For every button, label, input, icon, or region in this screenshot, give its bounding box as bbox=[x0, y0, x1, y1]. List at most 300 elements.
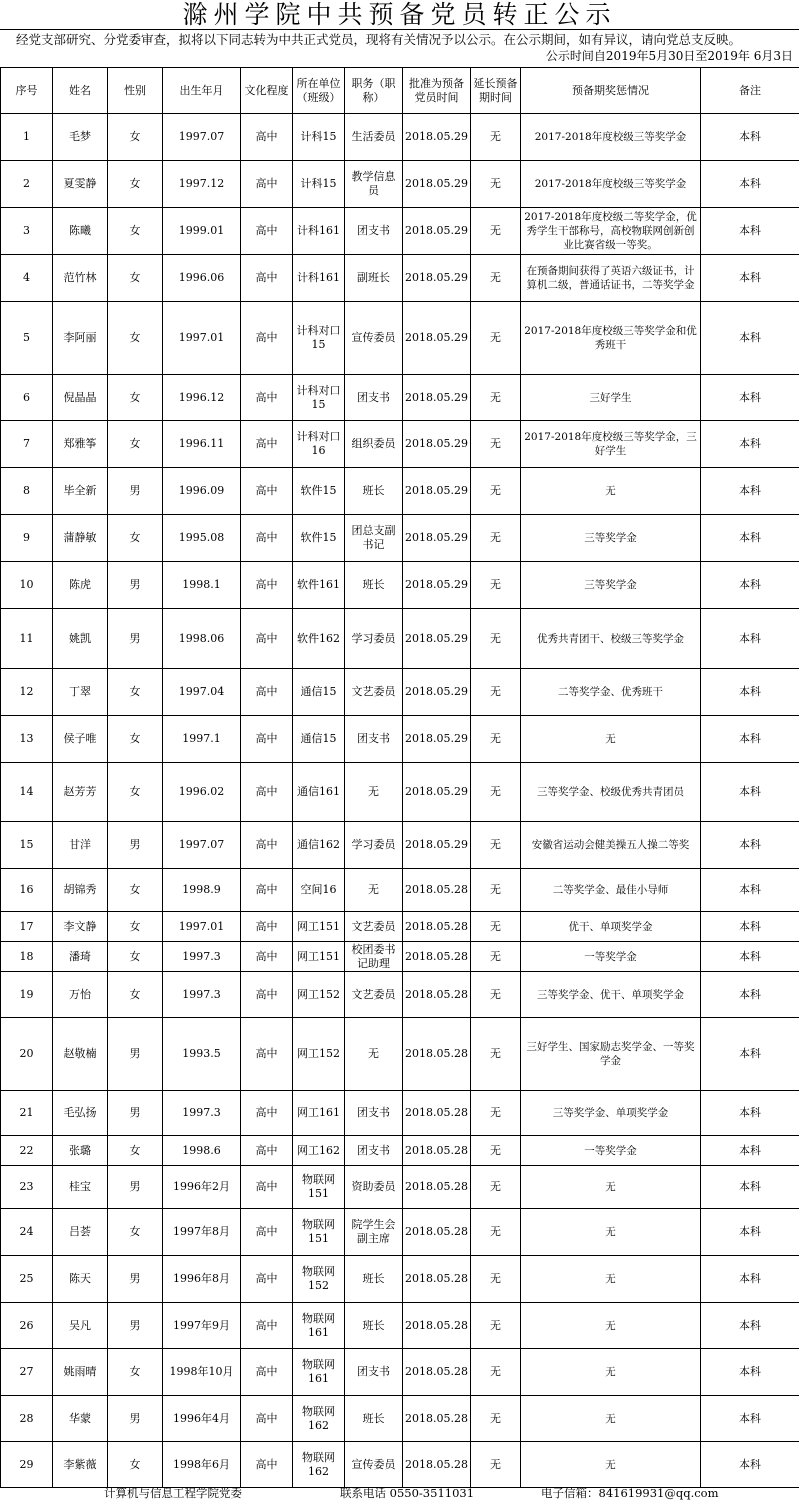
position-cell: 团支书 bbox=[345, 1349, 403, 1396]
table-row bbox=[1, 208, 799, 255]
education-cell: 高中 bbox=[241, 869, 293, 912]
column-header: 职务（职称） bbox=[345, 68, 403, 114]
rewards-cell: 无 bbox=[521, 1166, 701, 1209]
approval-date-cell: 2018.05.29 bbox=[403, 562, 471, 609]
position-cell: 团支书 bbox=[345, 716, 403, 763]
approval-date-cell: 2018.05.28 bbox=[403, 1209, 471, 1256]
birth-cell: 1996.12 bbox=[163, 375, 241, 421]
remark-cell: 本科 bbox=[701, 942, 799, 972]
education-cell: 高中 bbox=[241, 1303, 293, 1349]
birth-cell: 1996.02 bbox=[163, 763, 241, 822]
table-row bbox=[1, 1018, 799, 1091]
education-cell: 高中 bbox=[241, 609, 293, 669]
table-row bbox=[1, 716, 799, 763]
approval-date-cell: 2018.05.29 bbox=[403, 421, 471, 468]
rewards-cell: 优干、单项奖学金 bbox=[521, 912, 701, 942]
education-cell: 高中 bbox=[241, 421, 293, 468]
gender-cell: 女 bbox=[108, 421, 163, 468]
remark-cell: 本科 bbox=[701, 1166, 799, 1209]
remark-cell: 本科 bbox=[701, 1256, 799, 1303]
position-cell: 院学生会副主席 bbox=[345, 1209, 403, 1256]
gender-cell: 男 bbox=[108, 1166, 163, 1209]
name-cell: 赵芳芳 bbox=[53, 763, 108, 822]
name-cell: 赵敬楠 bbox=[53, 1018, 108, 1091]
approval-date-cell: 2018.05.29 bbox=[403, 161, 471, 208]
extension-cell: 无 bbox=[471, 716, 521, 763]
column-header: 延长预备期时间 bbox=[471, 68, 521, 114]
table-row bbox=[1, 562, 799, 609]
unit-cell: 计科15 bbox=[293, 161, 345, 208]
name-cell: 桂宝 bbox=[53, 1166, 108, 1209]
seq-cell: 16 bbox=[1, 869, 53, 912]
birth-cell: 1997.1 bbox=[163, 716, 241, 763]
column-header: 性别 bbox=[108, 68, 163, 114]
education-cell: 高中 bbox=[241, 822, 293, 869]
approval-date-cell: 2018.05.28 bbox=[403, 1349, 471, 1396]
table-row bbox=[1, 302, 799, 375]
birth-cell: 1995.08 bbox=[163, 515, 241, 562]
rewards-cell: 无 bbox=[521, 1209, 701, 1256]
footer bbox=[0, 1486, 799, 1501]
approval-date-cell: 2018.05.28 bbox=[403, 972, 471, 1018]
gender-cell: 女 bbox=[108, 255, 163, 302]
seq-cell: 26 bbox=[1, 1303, 53, 1349]
extension-cell: 无 bbox=[471, 208, 521, 255]
extension-cell: 无 bbox=[471, 515, 521, 562]
gender-cell: 女 bbox=[108, 1136, 163, 1166]
seq-cell: 11 bbox=[1, 609, 53, 669]
remark-cell: 本科 bbox=[701, 1091, 799, 1136]
name-cell: 夏雯静 bbox=[53, 161, 108, 208]
rewards-cell: 二等奖学金、优秀班干 bbox=[521, 669, 701, 716]
table-row bbox=[1, 161, 799, 208]
unit-cell: 网工162 bbox=[293, 1136, 345, 1166]
seq-cell: 8 bbox=[1, 468, 53, 515]
remark-cell: 本科 bbox=[701, 1209, 799, 1256]
column-header: 序号 bbox=[1, 68, 53, 114]
name-cell: 陈天 bbox=[53, 1256, 108, 1303]
extension-cell: 无 bbox=[471, 1396, 521, 1442]
table-row bbox=[1, 468, 799, 515]
remark-cell: 本科 bbox=[701, 1396, 799, 1442]
table-row bbox=[1, 912, 799, 942]
education-cell: 高中 bbox=[241, 562, 293, 609]
name-cell: 胡锦秀 bbox=[53, 869, 108, 912]
footer-phone: 联系电话 0550-3511031 bbox=[340, 1486, 475, 1500]
gender-cell: 男 bbox=[108, 1091, 163, 1136]
approval-date-cell: 2018.05.29 bbox=[403, 114, 471, 161]
unit-cell: 软件15 bbox=[293, 468, 345, 515]
unit-cell: 物联网161 bbox=[293, 1349, 345, 1396]
gender-cell: 女 bbox=[108, 912, 163, 942]
education-cell: 高中 bbox=[241, 1349, 293, 1396]
position-cell: 班长 bbox=[345, 1256, 403, 1303]
approval-date-cell: 2018.05.28 bbox=[403, 942, 471, 972]
unit-cell: 计科15 bbox=[293, 114, 345, 161]
seq-cell: 29 bbox=[1, 1442, 53, 1488]
seq-cell: 25 bbox=[1, 1256, 53, 1303]
rewards-cell: 一等奖学金 bbox=[521, 942, 701, 972]
approval-date-cell: 2018.05.29 bbox=[403, 515, 471, 562]
birth-cell: 1998年10月 bbox=[163, 1349, 241, 1396]
unit-cell: 空间16 bbox=[293, 869, 345, 912]
name-cell: 姚雨晴 bbox=[53, 1349, 108, 1396]
seq-cell: 23 bbox=[1, 1166, 53, 1209]
approval-date-cell: 2018.05.29 bbox=[403, 822, 471, 869]
gender-cell: 女 bbox=[108, 1209, 163, 1256]
remark-cell: 本科 bbox=[701, 716, 799, 763]
table-row bbox=[1, 255, 799, 302]
table-row bbox=[1, 1166, 799, 1209]
rewards-cell: 2017-2018年度校级三等奖学金，三好学生 bbox=[521, 421, 701, 468]
education-cell: 高中 bbox=[241, 912, 293, 942]
birth-cell: 1997年9月 bbox=[163, 1303, 241, 1349]
birth-cell: 1998.1 bbox=[163, 562, 241, 609]
name-cell: 毕全新 bbox=[53, 468, 108, 515]
education-cell: 高中 bbox=[241, 716, 293, 763]
table-row bbox=[1, 609, 799, 669]
position-cell: 文艺委员 bbox=[345, 912, 403, 942]
extension-cell: 无 bbox=[471, 869, 521, 912]
rewards-cell: 三好学生 bbox=[521, 375, 701, 421]
approval-date-cell: 2018.05.28 bbox=[403, 1091, 471, 1136]
approval-date-cell: 2018.05.29 bbox=[403, 375, 471, 421]
name-cell: 郑雅筝 bbox=[53, 421, 108, 468]
extension-cell: 无 bbox=[471, 1018, 521, 1091]
name-cell: 华蒙 bbox=[53, 1396, 108, 1442]
extension-cell: 无 bbox=[471, 763, 521, 822]
gender-cell: 女 bbox=[108, 114, 163, 161]
name-cell: 潘琦 bbox=[53, 942, 108, 972]
seq-cell: 17 bbox=[1, 912, 53, 942]
gender-cell: 女 bbox=[108, 669, 163, 716]
name-cell: 毛弘扬 bbox=[53, 1091, 108, 1136]
seq-cell: 9 bbox=[1, 515, 53, 562]
unit-cell: 网工151 bbox=[293, 912, 345, 942]
position-cell: 宣传委员 bbox=[345, 302, 403, 375]
gender-cell: 男 bbox=[108, 1256, 163, 1303]
education-cell: 高中 bbox=[241, 1136, 293, 1166]
unit-cell: 物联网162 bbox=[293, 1396, 345, 1442]
rewards-cell: 在预备期间获得了英语六级证书，计算机二级，普通话证书，二等奖学金 bbox=[521, 255, 701, 302]
name-cell: 倪晶晶 bbox=[53, 375, 108, 421]
remark-cell: 本科 bbox=[701, 822, 799, 869]
remark-cell: 本科 bbox=[701, 375, 799, 421]
unit-cell: 计科对口15 bbox=[293, 375, 345, 421]
birth-cell: 1997.01 bbox=[163, 912, 241, 942]
table-row bbox=[1, 1349, 799, 1396]
unit-cell: 网工161 bbox=[293, 1091, 345, 1136]
column-header: 出生年月 bbox=[163, 68, 241, 114]
remark-cell: 本科 bbox=[701, 763, 799, 822]
remark-cell: 本科 bbox=[701, 515, 799, 562]
name-cell: 丁翠 bbox=[53, 669, 108, 716]
gender-cell: 女 bbox=[108, 716, 163, 763]
position-cell: 生活委员 bbox=[345, 114, 403, 161]
seq-cell: 18 bbox=[1, 942, 53, 972]
gender-cell: 女 bbox=[108, 302, 163, 375]
seq-cell: 1 bbox=[1, 114, 53, 161]
position-cell: 无 bbox=[345, 869, 403, 912]
candidates-table bbox=[0, 67, 799, 1488]
footer-org: 计算机与信息工程学院党委 bbox=[104, 1486, 242, 1500]
birth-cell: 1996.11 bbox=[163, 421, 241, 468]
education-cell: 高中 bbox=[241, 1396, 293, 1442]
rewards-cell: 2017-2018年度校级三等奖学金 bbox=[521, 114, 701, 161]
remark-cell: 本科 bbox=[701, 669, 799, 716]
extension-cell: 无 bbox=[471, 942, 521, 972]
extension-cell: 无 bbox=[471, 1442, 521, 1488]
table-row bbox=[1, 1303, 799, 1349]
birth-cell: 1996年4月 bbox=[163, 1396, 241, 1442]
position-cell: 团支书 bbox=[345, 375, 403, 421]
rewards-cell: 无 bbox=[521, 1303, 701, 1349]
gender-cell: 女 bbox=[108, 1349, 163, 1396]
extension-cell: 无 bbox=[471, 972, 521, 1018]
birth-cell: 1998.6 bbox=[163, 1136, 241, 1166]
intro-text: 经党支部研究、分党委审查，拟将以下同志转为中共正式党员，现将有关情况予以公示。在公示期间，如有异议，请向党总支反映。 bbox=[16, 32, 742, 47]
birth-cell: 1996.06 bbox=[163, 255, 241, 302]
position-cell: 班长 bbox=[345, 1303, 403, 1349]
rewards-cell: 无 bbox=[521, 716, 701, 763]
rewards-cell: 2017-2018年度校级二等奖学金，优秀学生干部称号，高校物联网创新创业比赛省级一等奖。 bbox=[521, 208, 701, 255]
gender-cell: 女 bbox=[108, 515, 163, 562]
education-cell: 高中 bbox=[241, 161, 293, 208]
birth-cell: 1993.5 bbox=[163, 1018, 241, 1091]
gender-cell: 男 bbox=[108, 1018, 163, 1091]
gender-cell: 女 bbox=[108, 763, 163, 822]
unit-cell: 物联网162 bbox=[293, 1442, 345, 1488]
name-cell: 蒲静敏 bbox=[53, 515, 108, 562]
birth-cell: 1997.07 bbox=[163, 822, 241, 869]
birth-cell: 1996.09 bbox=[163, 468, 241, 515]
birth-cell: 1997年8月 bbox=[163, 1209, 241, 1256]
extension-cell: 无 bbox=[471, 1091, 521, 1136]
extension-cell: 无 bbox=[471, 1209, 521, 1256]
education-cell: 高中 bbox=[241, 1166, 293, 1209]
position-cell: 文艺委员 bbox=[345, 669, 403, 716]
name-cell: 张璐 bbox=[53, 1136, 108, 1166]
birth-cell: 1997.04 bbox=[163, 669, 241, 716]
unit-cell: 通信161 bbox=[293, 763, 345, 822]
education-cell: 高中 bbox=[241, 1256, 293, 1303]
rewards-cell: 无 bbox=[521, 1442, 701, 1488]
approval-date-cell: 2018.05.29 bbox=[403, 302, 471, 375]
position-cell: 资助委员 bbox=[345, 1166, 403, 1209]
gender-cell: 男 bbox=[108, 468, 163, 515]
remark-cell: 本科 bbox=[701, 562, 799, 609]
name-cell: 李紫薇 bbox=[53, 1442, 108, 1488]
extension-cell: 无 bbox=[471, 114, 521, 161]
unit-cell: 物联网161 bbox=[293, 1303, 345, 1349]
approval-date-cell: 2018.05.28 bbox=[403, 1136, 471, 1166]
approval-date-cell: 2018.05.28 bbox=[403, 912, 471, 942]
approval-date-cell: 2018.05.29 bbox=[403, 669, 471, 716]
extension-cell: 无 bbox=[471, 562, 521, 609]
page-title: 滁州学院中共预备党员转正公示 bbox=[0, 0, 799, 30]
position-cell: 校团委书记助理 bbox=[345, 942, 403, 972]
table-row bbox=[1, 1442, 799, 1488]
education-cell: 高中 bbox=[241, 468, 293, 515]
gender-cell: 男 bbox=[108, 609, 163, 669]
rewards-cell: 无 bbox=[521, 1396, 701, 1442]
name-cell: 吕荟 bbox=[53, 1209, 108, 1256]
rewards-cell: 无 bbox=[521, 1256, 701, 1303]
table-row bbox=[1, 822, 799, 869]
approval-date-cell: 2018.05.28 bbox=[403, 1166, 471, 1209]
position-cell: 无 bbox=[345, 1018, 403, 1091]
table-row bbox=[1, 869, 799, 912]
rewards-cell: 三等奖学金 bbox=[521, 515, 701, 562]
remark-cell: 本科 bbox=[701, 1018, 799, 1091]
education-cell: 高中 bbox=[241, 1209, 293, 1256]
remark-cell: 本科 bbox=[701, 421, 799, 468]
extension-cell: 无 bbox=[471, 822, 521, 869]
position-cell: 团总支副书记 bbox=[345, 515, 403, 562]
birth-cell: 1997.3 bbox=[163, 1091, 241, 1136]
remark-cell: 本科 bbox=[701, 255, 799, 302]
unit-cell: 通信15 bbox=[293, 669, 345, 716]
birth-cell: 1998.06 bbox=[163, 609, 241, 669]
seq-cell: 22 bbox=[1, 1136, 53, 1166]
education-cell: 高中 bbox=[241, 1442, 293, 1488]
publicity-period: 公示时间自2019年5月30日至2019年 6月3日 bbox=[545, 49, 793, 63]
unit-cell: 软件161 bbox=[293, 562, 345, 609]
rewards-cell: 安徽省运动会健美操五人操二等奖 bbox=[521, 822, 701, 869]
table-row bbox=[1, 114, 799, 161]
table-row bbox=[1, 515, 799, 562]
gender-cell: 男 bbox=[108, 822, 163, 869]
position-cell: 宣传委员 bbox=[345, 1442, 403, 1488]
gender-cell: 女 bbox=[108, 942, 163, 972]
seq-cell: 7 bbox=[1, 421, 53, 468]
remark-cell: 本科 bbox=[701, 912, 799, 942]
extension-cell: 无 bbox=[471, 161, 521, 208]
seq-cell: 3 bbox=[1, 208, 53, 255]
table-row bbox=[1, 375, 799, 421]
approval-date-cell: 2018.05.28 bbox=[403, 1018, 471, 1091]
seq-cell: 13 bbox=[1, 716, 53, 763]
seq-cell: 6 bbox=[1, 375, 53, 421]
birth-cell: 1997.01 bbox=[163, 302, 241, 375]
position-cell: 教学信息员 bbox=[345, 161, 403, 208]
unit-cell: 网工152 bbox=[293, 1018, 345, 1091]
table-row bbox=[1, 1091, 799, 1136]
table-row bbox=[1, 421, 799, 468]
approval-date-cell: 2018.05.28 bbox=[403, 869, 471, 912]
table-row bbox=[1, 669, 799, 716]
table-row bbox=[1, 1256, 799, 1303]
position-cell: 无 bbox=[345, 763, 403, 822]
table-row bbox=[1, 942, 799, 972]
approval-date-cell: 2018.05.29 bbox=[403, 208, 471, 255]
table-row bbox=[1, 1209, 799, 1256]
gender-cell: 女 bbox=[108, 1442, 163, 1488]
extension-cell: 无 bbox=[471, 468, 521, 515]
remark-cell: 本科 bbox=[701, 468, 799, 515]
education-cell: 高中 bbox=[241, 375, 293, 421]
approval-date-cell: 2018.05.28 bbox=[403, 1442, 471, 1488]
table-row bbox=[1, 1396, 799, 1442]
unit-cell: 计科161 bbox=[293, 255, 345, 302]
extension-cell: 无 bbox=[471, 1303, 521, 1349]
seq-cell: 28 bbox=[1, 1396, 53, 1442]
gender-cell: 女 bbox=[108, 375, 163, 421]
education-cell: 高中 bbox=[241, 515, 293, 562]
unit-cell: 软件162 bbox=[293, 609, 345, 669]
unit-cell: 软件15 bbox=[293, 515, 345, 562]
name-cell: 陈虎 bbox=[53, 562, 108, 609]
seq-cell: 15 bbox=[1, 822, 53, 869]
rewards-cell: 无 bbox=[521, 468, 701, 515]
seq-cell: 14 bbox=[1, 763, 53, 822]
approval-date-cell: 2018.05.28 bbox=[403, 1303, 471, 1349]
unit-cell: 通信15 bbox=[293, 716, 345, 763]
rewards-cell: 2017-2018年度校级三等奖学金和优秀班干 bbox=[521, 302, 701, 375]
education-cell: 高中 bbox=[241, 208, 293, 255]
extension-cell: 无 bbox=[471, 255, 521, 302]
education-cell: 高中 bbox=[241, 669, 293, 716]
position-cell: 班长 bbox=[345, 562, 403, 609]
birth-cell: 1997.3 bbox=[163, 942, 241, 972]
rewards-cell: 无 bbox=[521, 1349, 701, 1396]
unit-cell: 计科161 bbox=[293, 208, 345, 255]
seq-cell: 5 bbox=[1, 302, 53, 375]
gender-cell: 男 bbox=[108, 562, 163, 609]
birth-cell: 1996年2月 bbox=[163, 1166, 241, 1209]
remark-cell: 本科 bbox=[701, 302, 799, 375]
education-cell: 高中 bbox=[241, 942, 293, 972]
approval-date-cell: 2018.05.28 bbox=[403, 1256, 471, 1303]
extension-cell: 无 bbox=[471, 1349, 521, 1396]
seq-cell: 21 bbox=[1, 1091, 53, 1136]
seq-cell: 19 bbox=[1, 972, 53, 1018]
column-header: 批准为预备党员时间 bbox=[403, 68, 471, 114]
name-cell: 李文静 bbox=[53, 912, 108, 942]
gender-cell: 男 bbox=[108, 1303, 163, 1349]
name-cell: 李阿丽 bbox=[53, 302, 108, 375]
extension-cell: 无 bbox=[471, 375, 521, 421]
seq-cell: 12 bbox=[1, 669, 53, 716]
name-cell: 陈曦 bbox=[53, 208, 108, 255]
remark-cell: 本科 bbox=[701, 972, 799, 1018]
gender-cell: 女 bbox=[108, 208, 163, 255]
unit-cell: 计科对口15 bbox=[293, 302, 345, 375]
birth-cell: 1996年8月 bbox=[163, 1256, 241, 1303]
position-cell: 团支书 bbox=[345, 208, 403, 255]
seq-cell: 24 bbox=[1, 1209, 53, 1256]
approval-date-cell: 2018.05.29 bbox=[403, 468, 471, 515]
seq-cell: 27 bbox=[1, 1349, 53, 1396]
extension-cell: 无 bbox=[471, 1256, 521, 1303]
column-header: 备注 bbox=[701, 68, 799, 114]
extension-cell: 无 bbox=[471, 669, 521, 716]
column-header: 文化程度 bbox=[241, 68, 293, 114]
remark-cell: 本科 bbox=[701, 208, 799, 255]
seq-cell: 4 bbox=[1, 255, 53, 302]
education-cell: 高中 bbox=[241, 255, 293, 302]
gender-cell: 男 bbox=[108, 1396, 163, 1442]
rewards-cell: 二等奖学金、最佳小导师 bbox=[521, 869, 701, 912]
education-cell: 高中 bbox=[241, 972, 293, 1018]
table-row bbox=[1, 1136, 799, 1166]
seq-cell: 2 bbox=[1, 161, 53, 208]
rewards-cell: 一等奖学金 bbox=[521, 1136, 701, 1166]
unit-cell: 计科对口16 bbox=[293, 421, 345, 468]
approval-date-cell: 2018.05.29 bbox=[403, 763, 471, 822]
position-cell: 文艺委员 bbox=[345, 972, 403, 1018]
position-cell: 团支书 bbox=[345, 1091, 403, 1136]
